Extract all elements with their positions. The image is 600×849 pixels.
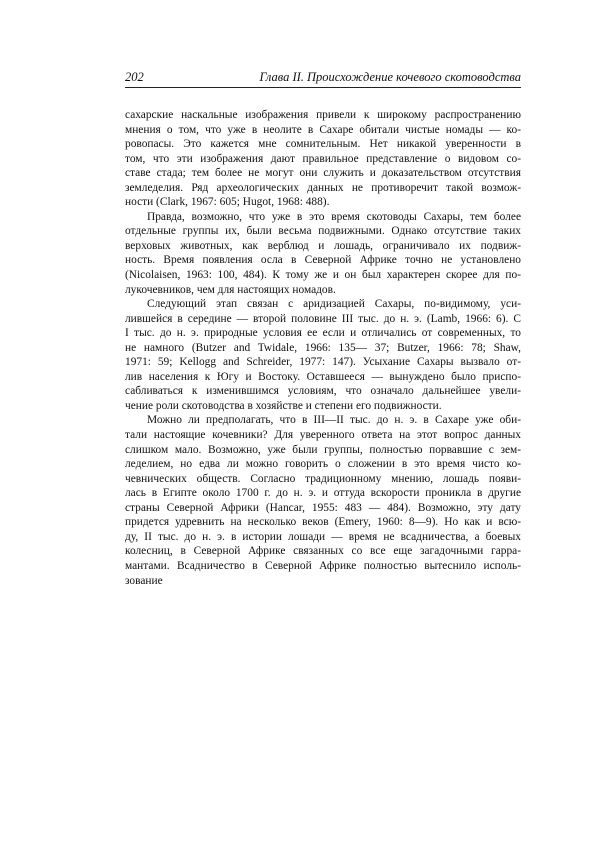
text-line: Можно ли предполагать, что в III—II тыс. до н. э. в Сахаре уже оби- bbox=[147, 414, 521, 427]
text-line: Правда, возможно, что уже в это время скотоводы Сахары, тем более bbox=[147, 210, 521, 223]
paragraph-1 bbox=[125, 108, 521, 210]
text-line: отдельные группы их, были весьма подвижными. Однако отсутствие таких bbox=[125, 225, 521, 238]
text-line: слишком мало. Возможно, уже были группы, полностью порвавшие с зем- bbox=[125, 443, 521, 456]
paragraph-4 bbox=[125, 413, 521, 588]
text-line: I тыс. до н. э. природные условия ее если и отличались от современных, то bbox=[125, 327, 521, 340]
text-line: лившейся в середине — второй половине III тыс. до н. э. (Lamb, 1966: 6). С bbox=[125, 312, 521, 325]
text-line: ровопасы. Это кажется мне сомнительным. Нет никакой уверенности в bbox=[125, 138, 521, 151]
text-line: колесниц, в Северной Африке связанных со все еще загадочными гарра- bbox=[125, 545, 521, 558]
page-number: 202 bbox=[125, 70, 144, 84]
text-line: придется удревнить на несколько веков (Emery, 1960: 8—9). Но как и всю- bbox=[125, 516, 521, 529]
text-line: 1971: 59; Kellogg and Schreider, 1977: 147). Усыхание Сахары вызвало от- bbox=[125, 356, 521, 369]
text-line: ставе стада; тем более не могут они служить и доказательством отсутствия bbox=[125, 167, 521, 180]
text-line: тали настоящие кочевники? Для уверенного ответа на этот вопрос данных bbox=[125, 429, 521, 442]
text-line: лукочевников, чем для настоящих номадов. bbox=[125, 283, 336, 296]
page-header bbox=[125, 66, 521, 86]
text-line: мантами. Всадничество в Северной Африке полностью вытеснило исполь- bbox=[125, 559, 521, 572]
text-line: не намного (Butzer and Twidale, 1966: 135— 37; Butzer, 1966: 78; Shaw, bbox=[125, 341, 521, 354]
text-line: том, что эти изображения дают правильное представление о видовом со- bbox=[125, 152, 521, 165]
text-line: лась в Египте около 1700 г. до н. э. и оттуда вскорости проникла в другие bbox=[125, 487, 521, 500]
text-line: зование bbox=[125, 574, 163, 587]
text-line: чевнических обществ. Согласно традиционному мнению, лошадь появи- bbox=[125, 472, 521, 485]
text-line: страны Северной Африки (Hancar, 1955: 483 — 484). Возможно, эту дату bbox=[125, 501, 521, 514]
running-title: Глава II. Происхождение кочевого скотоводства bbox=[259, 70, 521, 84]
text-line: сабливаться к изменившимся условиям, что означало дальнейшее увели- bbox=[125, 385, 521, 398]
paragraph-3 bbox=[125, 297, 521, 413]
paragraph-2 bbox=[125, 210, 521, 297]
text-line: ности (Clark, 1967: 605; Hugot, 1968: 488). bbox=[125, 196, 330, 209]
text-line: леделием, но едва ли можно говорить о сложении в это время чисто ко- bbox=[125, 458, 521, 471]
text-line: (Nicolaisen, 1963: 100, 484). К тому же и он был характерен скорее для по- bbox=[125, 269, 521, 282]
text-line: мнения о том, что уже в неолите в Сахаре обитали чистые номады — ко- bbox=[125, 123, 521, 136]
text-line: верховых животных, как верблюд и лошадь, ограничивало их подвиж- bbox=[125, 239, 521, 252]
text-line: Следующий этап связан с аридизацией Сахары, по-видимому, уси- bbox=[147, 298, 521, 311]
text-line: сахарские наскальные изображения привели к широкому распространению bbox=[125, 109, 521, 121]
text-line: чение роли скотоводства в хозяйстве и степени его подвижности. bbox=[125, 399, 442, 412]
text-line: ду, II тыс. до н. э. в истории лошади — время не всадничества, а боевых bbox=[125, 530, 521, 543]
text-line: ность. Время появления осла в Северной Африке точно не установлено bbox=[125, 254, 521, 267]
header-rule bbox=[125, 87, 521, 88]
text-line: лив населения к Югу и Востоку. Оставшееся — вынуждено было приспо- bbox=[125, 370, 521, 383]
text-line: земледелия. Ряд археологических данных не противоречит такой возмож- bbox=[125, 181, 521, 194]
body-text bbox=[125, 108, 521, 588]
